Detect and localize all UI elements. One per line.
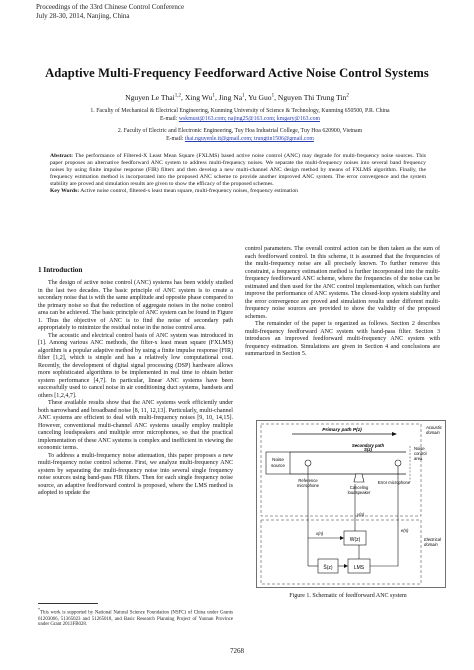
e-signal-label: e(n) [401,528,409,533]
author-affiliation-mark: 1 [212,93,215,99]
reference-mic-label: Reference [298,478,318,483]
paragraph: The acoustic and electrical control basis of ANC system was introduced in [1]. Among various ANC methods, the filter-x least mean square (FXLMS) algorithm is a popular adaptive method by using a finite impulse response (FIR) filter [1,2], which is simple and has a relatively low computational cost. Recently, the development of digital signal processing (DSP) hardware allows more sophisticated algorithms to be implemented in real time to obtain better system performance [4,7]. In particular, linear ANC systems have been successfully used to cancel noise in air conditioning duct systems, handsets and others [1,2,4,7]. [38,332,233,399]
author-list [0,93,474,102]
author-affiliation-mark: 1,2 [174,93,182,99]
affiliation-1: 1. Faculty of Mechanical & Electrical Engineering, Kunming University of Science & Technology, Kunming 650500, P.R. China [90,108,390,114]
footnote-rule [38,603,98,604]
email-links[interactable]: wskmust@163.com; najing25@163.com; kmgary@163.com [178,116,320,122]
paragraph: The design of active noise control (ANC) systems has been widely studied in the last two decades. The basic principle of ANC system is to create a secondary noise that is with the same amplitude and opposite phase compared to the primary noise so that the reduction of aggregate noises in the noise control area can be achieved. The basic principle of ANC system can be found in Figure 1. Thus the objective of ANC is to find the noise of secondary path appropriately to minimize the residual noise in the noise control area. [38,280,233,332]
affiliation-2-email [40,136,440,143]
author-affiliation-mark: 1 [271,93,275,99]
paragraph: These available results show that the ANC systems work efficiently under both narrowband and broadband noise [8, 11, 12,13]. Particularly, multi-channel ANC systems are efficient to deal with multi-frequency noises [9, 10, 14,15]. However, conventional multi-channel ANC systems usually employ multiple canceling loudspeakers and multiple error microphones, so that the practical implementation of these ANC systems is complex and inefficient in viewing the economic terms. [38,400,233,452]
footnote-text: This work is supported by National Natural Science Foundation (NSFC) of China under Grants 61203066, 51365023 and 51265018, and Basic Research Planning Project of Yunnan Province under Grant 2013FB028. [38,610,233,628]
author: , Yu Guo [244,93,272,102]
page-number: 7268 [230,647,244,655]
author-affiliation-mark: 1 [242,93,245,99]
noise-source-label: Noise [272,457,284,462]
conference-header [36,3,184,21]
left-column [38,280,233,498]
noise-control-label: control [414,451,427,456]
abstract-body [50,153,426,188]
shat-label: Ŝ(z) [323,565,333,571]
author: , Nguyen Thi Trung Tin [274,93,347,102]
paragraph: The remainder of the paper is organized as follows. Section 2 describes multi-frequency feedforward ANC system with band-pass filter. Section 3 introduces an improved feedforward multi-frequency ANC system with frequency estimation. Simulations are given in Section 4 and conclusions are summarized in Section 5. [245,321,440,358]
noise-control-label: area [414,456,423,461]
keywords-text: Active noise control, filtered-x least mean square, multi-frequency noises, frequency estimation [79,188,299,195]
paragraph: To address a multi-frequency noise attenuation, this paper proposes a new multi-frequency noise control scheme. First, we analyze multi-frequency ANC system by separating the multi-frequency noise into several single frequency noise sources using band-pass FIR filters. Then for each single frequency noise source, an adaptive feedforward control is proposed, where the LMS method is adopted to update the [38,452,233,497]
noise-control-label: Noise [414,446,425,451]
right-column [245,246,440,359]
affiliation-2: 2. Faculty of Electric and Electronic Engineering, Tuy Hoa Industrial College, Tuy Hoa 620900, Vietnam [117,128,363,134]
secondary-path-label: Secondary path [351,443,385,448]
footnote [38,607,233,628]
figure-caption: Figure 1. Schematic of feedforward ANC system [289,593,407,599]
secondary-path-label: S(z) [364,447,372,452]
author: , Jing Na [214,93,243,102]
author: , Xing Wu [181,93,213,102]
abstract [50,153,426,195]
error-microphone-icon [395,460,401,466]
figure-1-diagram [256,420,446,588]
conference-date: July 28-30, 2014, Nanjing, China [36,12,130,20]
abstract-text: The performance of Filtered-X Least Mean Square (FXLMS) based active noise control (ANC) may degrade for multi-frequency noise sources. This paper proposes an alternative feedforward ANC system to address multi-frequency noises. We separate the multi-frequency noises into several band frequency noises by using finite impulse response (FIR) filters and then develop a new multi-channel ANC design method by means of FXLMS algorithm. Finally, the frequency estimation method is incorporated into the proposed ANC scheme to provide another improved ANC system. The error convergence and the system stability are proved and simulation results are given to show the efficacy of the proposed schemes. [50,153,426,188]
paper-title: Adaptive Multi-Frequency Feedforward Active Noise Control Systems [45,66,429,80]
footnote-marker: * [38,607,41,612]
wz-label: W(z) [349,537,361,543]
email-label: E-mail: [160,116,179,122]
noise-source-label: source [271,463,285,468]
keywords [50,188,426,195]
loudspeaker-label: Canceling [349,485,369,490]
section-heading: 1 Introduction [38,266,83,274]
acoustic-domain-label: domain [426,430,440,435]
lms-label: LMS [353,565,365,571]
affiliation-1-email [40,116,440,123]
keywords-label: Key Words: [50,188,80,195]
primary-path-label: Primary path P(z) [322,428,362,433]
reference-microphone-icon [305,460,311,466]
author: Nguyen Le Thai [125,93,175,102]
reference-mic-label: microphone [297,483,319,488]
error-mic-label: Error microphone [377,480,411,485]
loudspeaker-label: loudspeaker [347,490,371,495]
paragraph: control parameters. The overall control action can be then taken as the sum of each feedforward control. In this scheme, it is assumed that the frequencies of the multi-frequency noise are all precisely known. To further remove this constraint, a frequency estimation method is further incorporated into the multi-frequency feedforward ANC scheme, where the frequencies of the noise can be estimated and then used for the ANC control implementation, which can further improve the performance of ANC systems. The closed-loop system stability and the error convergence are proved and simulation results under different multi-frequency noise sources are provided to show the validity of the proposed schemes. [245,246,440,320]
author-affiliation-mark: 2 [346,93,349,99]
email-label: E-mail: [166,136,185,142]
abstract-label: Abstract: [50,153,74,159]
y-signal-label: y(n) [357,512,365,517]
electrical-domain-label: Electrical [424,537,441,542]
acoustic-domain-label: Acoustic [426,425,442,430]
email-links[interactable]: thai.nguyenle.tt@gmail.com; trungtin1506@gmail.com [184,136,314,142]
canceling-loudspeaker-icon [354,474,364,482]
conference-name: Proceedings of the 33rd Chinese Control Conference [36,3,185,11]
x-signal-label: x(n) [316,531,324,536]
electrical-domain-label: domain [424,542,438,547]
